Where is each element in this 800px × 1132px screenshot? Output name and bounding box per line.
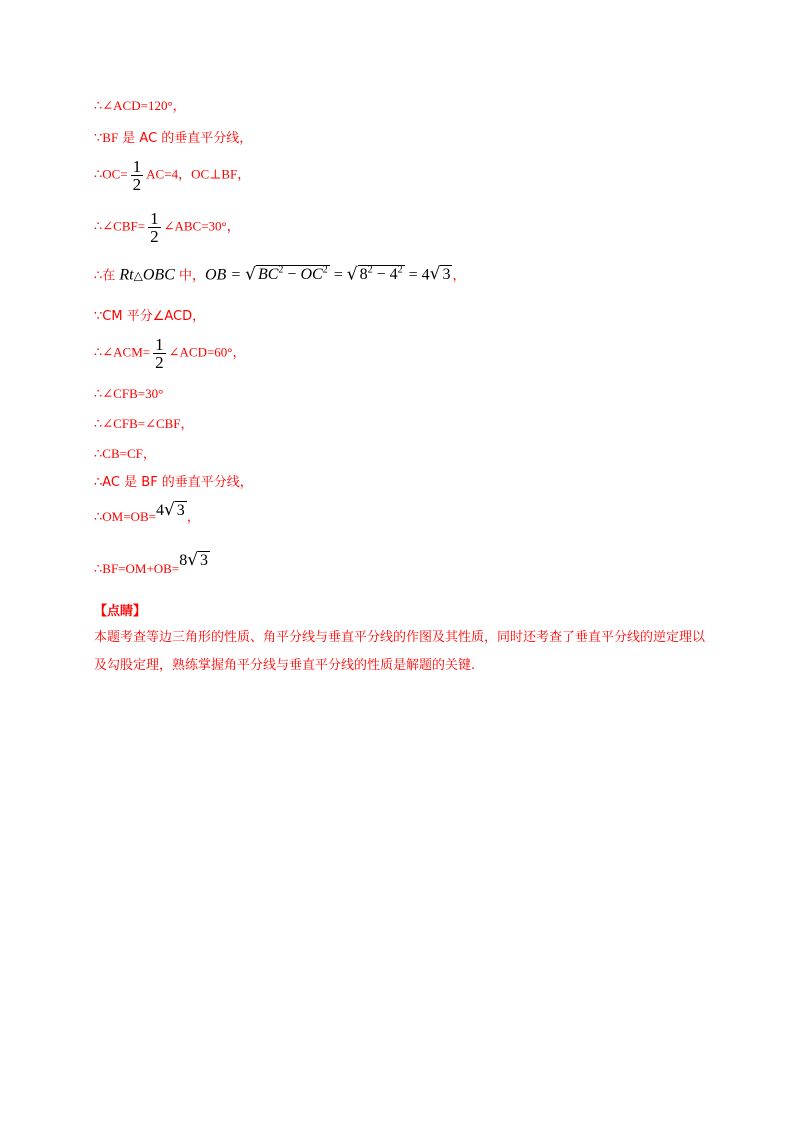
line-cbf [94,210,240,245]
equals-four: = 4 [404,266,430,284]
text: ∵CM 平分∠ACD， [94,309,206,324]
number: 3 [200,552,209,569]
triangle-symbol: △ [133,268,143,283]
line-cfb-eq-cbf [94,416,194,432]
radical-sign: √ [429,264,441,285]
number: 8 [179,552,188,569]
text: ， [452,267,466,283]
sqrt-three [430,263,453,286]
math-bc: BC [257,266,279,284]
sqrt-expression [347,260,405,286]
comment-heading: 【点睛】 [94,604,147,619]
text: ∴OM=OB= [94,509,156,524]
equals: = [329,266,347,284]
fraction-half [131,158,144,193]
math-rt: Rt [119,266,134,284]
sqrt-expression [245,260,330,286]
exponent: 2 [322,265,328,276]
text: ∴OC= [94,166,128,182]
text: ∴∠CFB=∠CBF， [94,416,194,431]
sqrt-three [187,550,210,571]
number: 3 [442,266,451,284]
text: ∠ABC=30°， [163,218,240,234]
denominator: 2 [132,175,142,194]
minus: − [283,266,301,284]
numerator: 1 [155,335,164,354]
math-oc: OC [300,266,323,284]
text: 是 AC 的垂直平分线， [118,131,253,146]
radical-sign: √ [163,500,175,520]
line-acd-120 [94,98,186,114]
comment-body: 本题考查等边三角形的性质、角平分线与垂直平分线的作图及其性质，同时还考查了垂直平分线的逆定理以及勾股定理，熟练掌握角平分线与垂直平分线的性质是解题的关键. [94,630,706,673]
number: 8 [359,266,368,284]
sqrt-three [164,500,187,521]
numerator: 1 [132,157,142,176]
numerator: 1 [150,209,159,228]
line-cm-bisects [94,308,205,325]
denominator: 2 [150,227,159,246]
text: ， [186,509,200,524]
exponent: 2 [397,265,403,276]
text: ∴∠CBF= [94,218,146,234]
math-obc: OBC [142,266,175,284]
text: ∠ACD=60°， [168,344,246,360]
math-ob-eq: OB = [205,266,246,284]
value-4-root-3 [156,502,187,519]
line-cb-eq-cf [94,446,156,462]
text: ∵BF [94,130,119,145]
minus: − [372,266,390,284]
fraction-half [148,210,161,245]
exponent: 2 [367,265,373,276]
text: ∴∠ACD=120°， [94,98,186,113]
denominator: 2 [155,353,164,372]
number: 3 [176,502,185,519]
line-pythagoras [94,260,465,287]
radical-sign: √ [187,550,199,570]
line-cfb-30 [94,386,163,402]
radical-sign: √ [346,264,358,285]
line-oc [94,158,250,193]
line-acm [94,336,246,371]
text: ∴∠ACM= [94,344,151,360]
line-bf-total [94,550,210,579]
value-8-root-3 [179,552,210,569]
fraction-half [153,336,166,371]
exponent: 2 [278,265,284,276]
text: ∴在 [94,268,120,284]
text: ∴∠CFB=30° [94,386,164,401]
number: 4 [389,266,398,284]
text: ∴BF=OM+OB= [94,561,180,576]
line-bf-perp-bisector [94,130,252,147]
text: AC=4，OC⊥BF， [146,166,251,182]
text: 中， [174,268,205,284]
radical-sign: √ [245,264,256,285]
line-om-ob [94,500,200,527]
line-ac-perp-bisector [94,474,253,491]
text: ∴CB=CF， [94,446,156,461]
text: ∴AC 是 BF 的垂直平分线， [94,475,253,490]
number: 4 [155,502,164,519]
